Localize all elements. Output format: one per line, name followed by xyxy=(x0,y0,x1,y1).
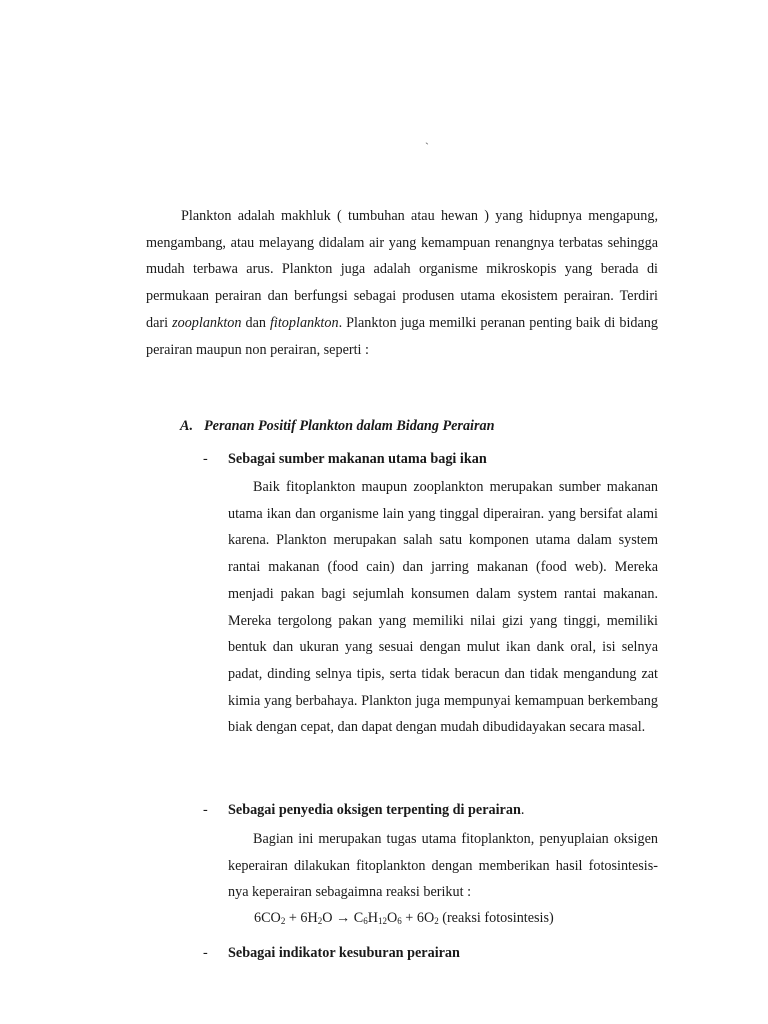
term-fitoplankton: fitoplankton xyxy=(269,314,339,331)
item-2-title xyxy=(228,802,524,819)
section-a-title: Peranan Positif Plankton dalam Bidang Perairan xyxy=(204,418,495,434)
item-1-body-text: Baik fitoplankton maupun zooplankton merupakan sumber makanan utama ikan dan organisme lain yang tinggal diperairan. yang bersifat alami karena. Plankton merupakan salah satu komponen utama dalam system rantai makanan (food cain) dan jarring makanan (food web). Mereka menjadi pakan bagi sejumlah konsumen dalam system rantai makanan. Mereka tergolong pakan yang memiliki nilai gizi yang tinggi, memiliki bentuk dan ukuran yang sesuai dengan mulut ikan dank oral, isi selnya padat, dinding selnya tipis, serta tidak beracun dan tidak mengandung zat kimia yang berbahaya. Plankton juga mempunyai kemampuan berkembang biak dengan cepat, dan dapat dengan mudah dibudidayakan secara masal. xyxy=(228,479,658,736)
item-2-title-suffix: . xyxy=(520,802,525,818)
item-1-title-text: Sebagai sumber makanan utama bagi ikan xyxy=(228,451,487,467)
item-2-title-text: Sebagai penyedia oksigen terpenting di perairan xyxy=(228,802,521,818)
intro-text-3: . Plankton juga memilki peranan penting baik di bidang perairan maupun non perairan, seperti : xyxy=(146,314,658,358)
item-1-title xyxy=(228,451,487,468)
section-a-number: A. xyxy=(180,418,194,434)
arrow-icon: → xyxy=(336,910,351,926)
item-2-body xyxy=(228,826,658,906)
item-2-body-text: Bagian ini merupakan tugas utama fitoplankton, penyuplaian oksigen keperairan dilakukan fitoplankton dengan memberikan hasil fotosintesis-nya keperairan sebagaimna reaksi berikut : xyxy=(228,831,658,901)
item-1-body xyxy=(228,474,658,741)
list-dash: - xyxy=(203,451,208,467)
item-3-title xyxy=(228,945,460,962)
intro-paragraph xyxy=(146,203,658,363)
photosynthesis-equation: $6CO_2 + 6H_2O \to C_6H_{12}O_6 + 6O_2$ (reaksi fotosintesis) xyxy=(254,910,554,926)
item-3-title-text: Sebagai indikator kesuburan perairan xyxy=(228,945,460,961)
term-zooplankton: zooplankton xyxy=(172,314,242,331)
list-dash: - xyxy=(203,802,208,818)
stray-mark: ` xyxy=(425,140,429,154)
intro-text-1: Plankton adalah makhluk ( tumbuhan atau hewan ) yang hidupnya mengapung, mengambang, atau melayang didalam air yang kemampuan renangnya terbatas sehingga mudah terbawa arus. Plankton juga adalah organisme mikroskopis yang berada di permukaan perairan dan berfungsi sebagai produsen utama ekosistem perairan. Terdiri dari xyxy=(146,208,658,331)
section-a-heading xyxy=(180,418,495,435)
intro-text-2: dan xyxy=(241,314,270,331)
list-dash: - xyxy=(203,945,208,961)
